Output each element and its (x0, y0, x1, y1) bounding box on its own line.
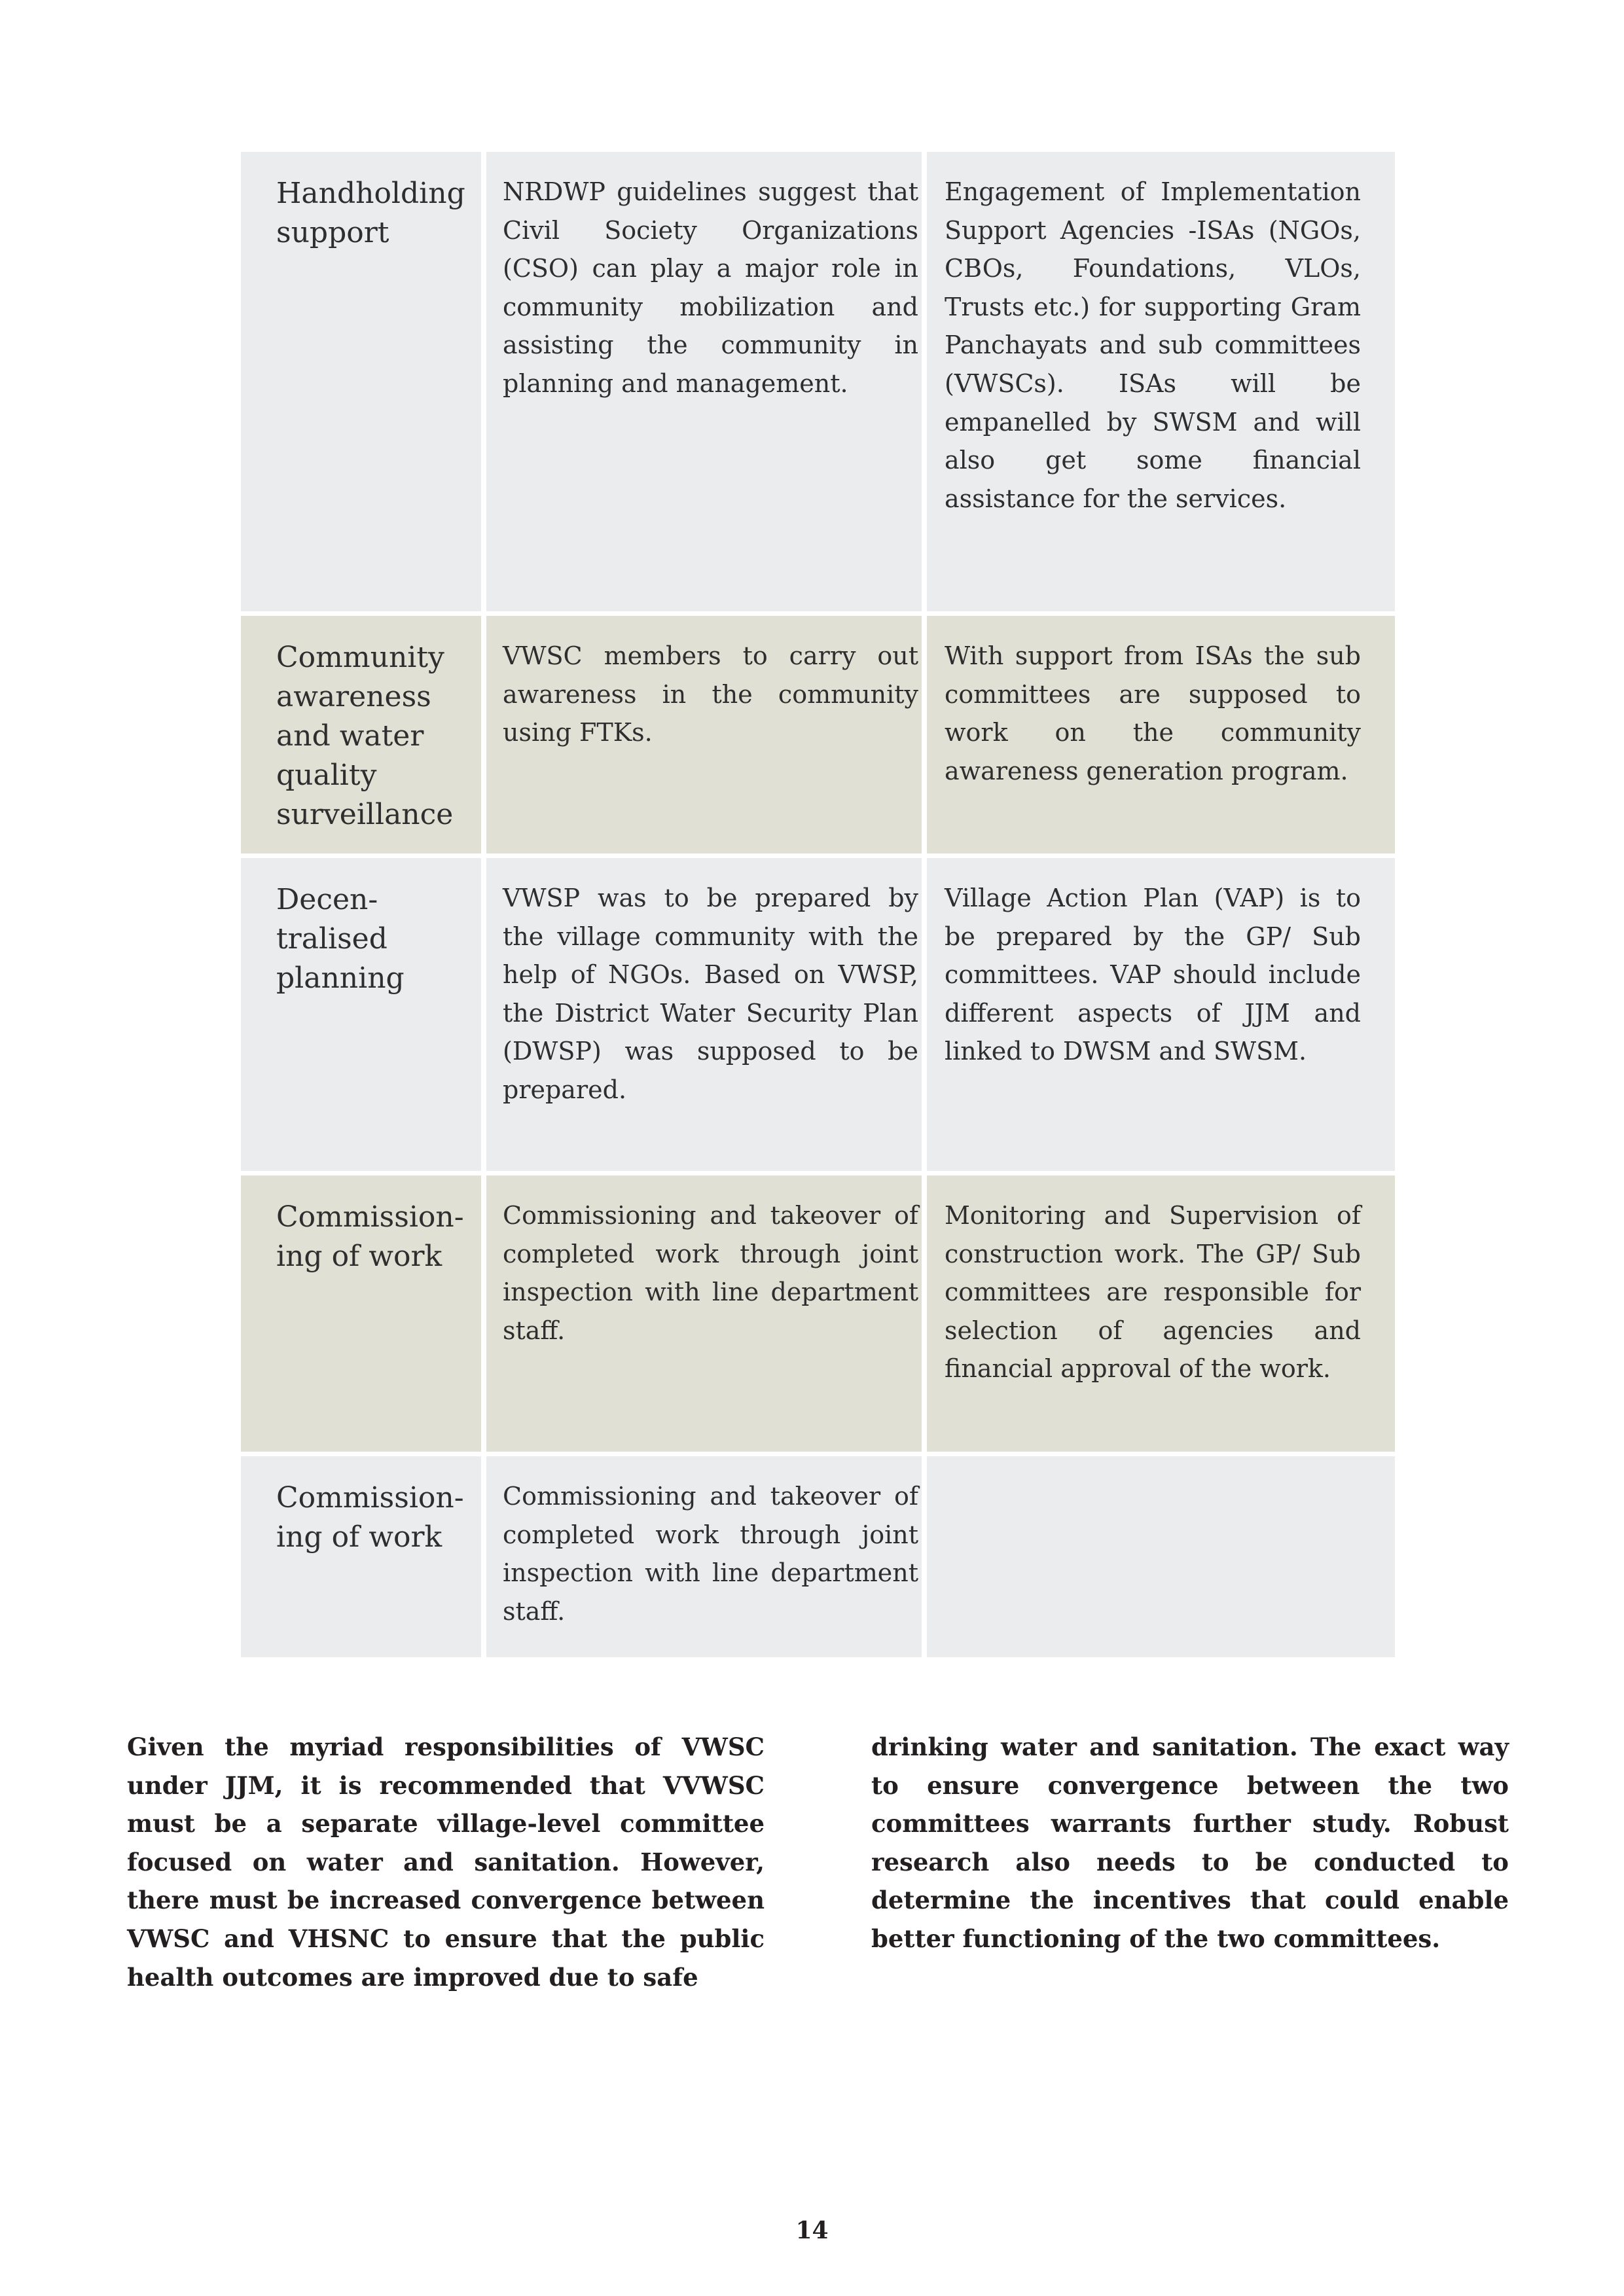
empty-cell (927, 1456, 1395, 1657)
jjm-cell: With support from ISAs the sub committees are supposed to work on the community awareness generation program. (927, 616, 1395, 853)
nrdwp-cell: NRDWP guidelines suggest that Civil Society Organizations (CSO) can play a major role in community mobilization and assisting the community in planning and management. (486, 152, 922, 611)
jjm-cell: Village Action Plan (VAP) is to be prepared by the GP/ Sub committees. VAP should include different aspects of JJM and linked to DWSM and SWSM. (927, 858, 1395, 1171)
aspect-cell: Commission-ing of work (241, 1175, 481, 1452)
body-paragraph-left: Given the myriad responsibilities of VWSC under JJM, it is recommended that VVWSC must be a separate village-level committee focused on water and sanitation. However, there must be increased convergence between VWSC and VHSNC to ensure that the public health outcomes are improved due to safe (127, 1732, 765, 1992)
nrdwp-cell: VWSP was to be prepared by the village community with the help of NGOs. Based on VWSP, the District Water Security Plan (DWSP) was supposed to be prepared. (486, 858, 922, 1171)
table-row (241, 152, 1395, 611)
nrdwp-cell: Commissioning and takeover of completed work through joint inspection with line department staff. (486, 1175, 922, 1452)
aspect-cell: Commission-ing of work (241, 1456, 481, 1657)
aspect-cell: Community awareness and water quality surveillance (241, 616, 481, 853)
table-row (241, 616, 1395, 853)
jjm-cell: Engagement of Implementation Support Agencies -ISAs (NGOs, CBOs, Foundations, VLOs, Trusts etc.) for supporting Gram Panchayats and sub committees (VWSCs). ISAs will be empanelled by SWSM and will also get some financial assistance for the services. (927, 152, 1395, 611)
jjm-cell: Monitoring and Supervision of construction work. The GP/ Sub committees are responsible for selection of agencies and financial approval of the work. (927, 1175, 1395, 1452)
aspect-cell: Decen-tralised planning (241, 858, 481, 1171)
table-row (241, 1175, 1395, 1452)
table-row (241, 1456, 1395, 1657)
comparison-table (241, 152, 1395, 1657)
nrdwp-cell: Commissioning and takeover of completed work through joint inspection with line department staff. (486, 1456, 922, 1657)
table-row (241, 858, 1395, 1171)
page-number: 14 (795, 2217, 829, 2244)
nrdwp-cell: VWSC members to carry out awareness in the community using FTKs. (486, 616, 922, 853)
body-paragraph-right: drinking water and sanitation. The exact way to ensure convergence between the two committees warrants further study. Robust research also needs to be conducted to determine the incentives that could enable better functioning of the two committees. (871, 1732, 1509, 1953)
aspect-cell: Handholding support (241, 152, 481, 611)
